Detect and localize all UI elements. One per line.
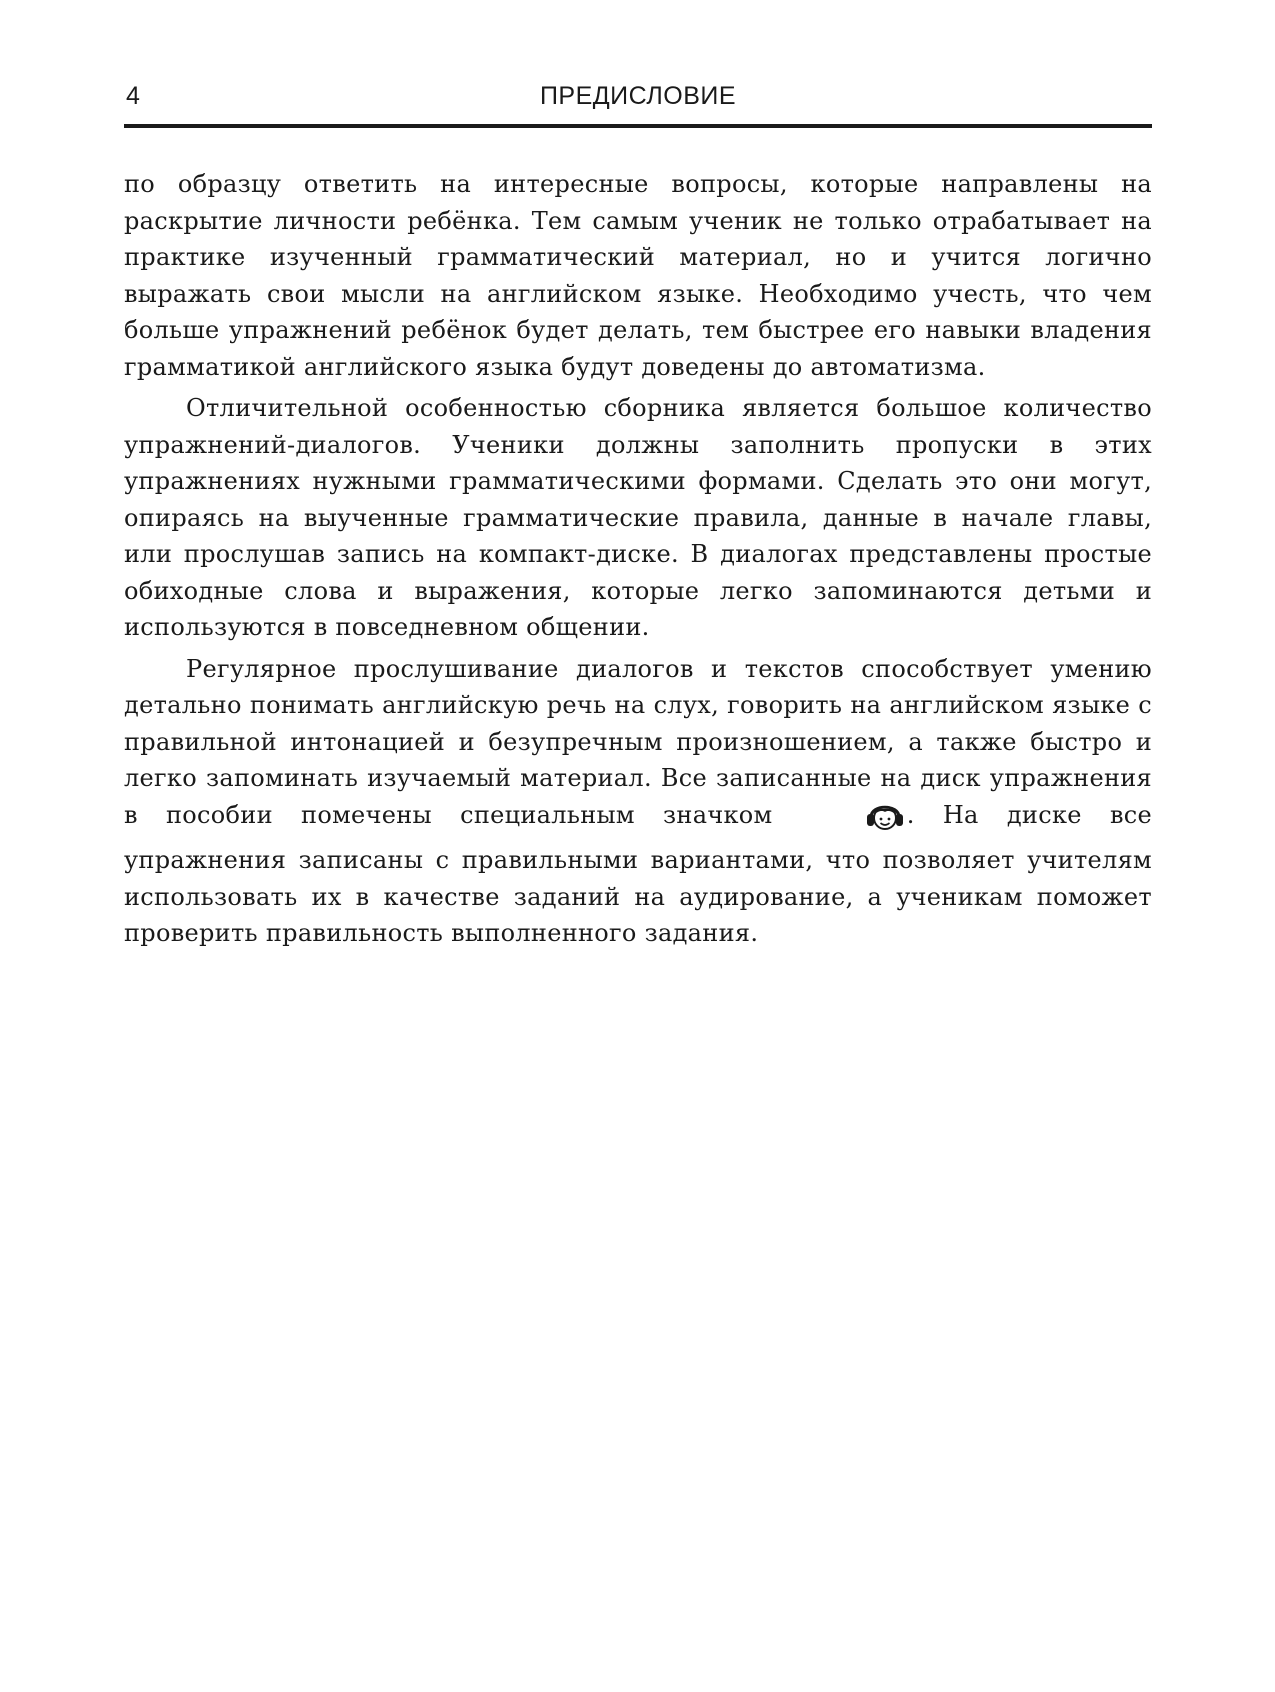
paragraph-1: по образцу ответить на интересные вопросы, которые направлены на раскрытие личности ребёнка. Тем самым ученик не только отрабатывает на практике изученный грамматический материал, но и учится логично выражать свои мысли на английском языке. Необходимо учесть, что чем больше упражнений ребёнок будет делать, тем быстрее его навыки владения грамматикой английского языка будут доведены до автоматизма.	[124, 170, 1152, 381]
book-page	[124, 76, 1152, 957]
paragraph-3	[124, 651, 1152, 952]
body-text	[124, 166, 1152, 952]
paragraph-3-text-before-icon: Регулярное прослушивание диалогов и текстов способствует умению детально понимать английскую речь на слух, говорить на английском языке с правильной интонацией и безупречным произношением, а также быстро и легко запоминать изучаемый материал. Все записанные на диск упражнения в пособии помечены специальным значком	[124, 654, 1152, 829]
page-number: 4	[126, 82, 141, 110]
section-title: ПРЕДИСЛОВИЕ	[539, 82, 737, 110]
running-header	[124, 76, 1152, 128]
headphones-child-icon	[803, 798, 905, 843]
paragraph-3-text-after-icon: . На диске все упражнения записаны с правильными вариантами, что позволяет учителям использовать их в качестве заданий на аудирование, а ученикам поможет проверить правильность выполненного задания.	[124, 800, 1152, 947]
paragraph-2: Отличительной особенностью сборника является большое количество упражнений-диалогов. Ученики должны заполнить пропуски в этих упражнениях нужными грамматическими формами. Сделать это они могут, опираясь на выученные грамматические правила, данные в начале главы, или прослушав запись на компакт-диске. В диалогах представлены простые обиходные слова и выражения, которые легко запоминаются детьми и используются в повседневном общении.	[124, 394, 1152, 641]
